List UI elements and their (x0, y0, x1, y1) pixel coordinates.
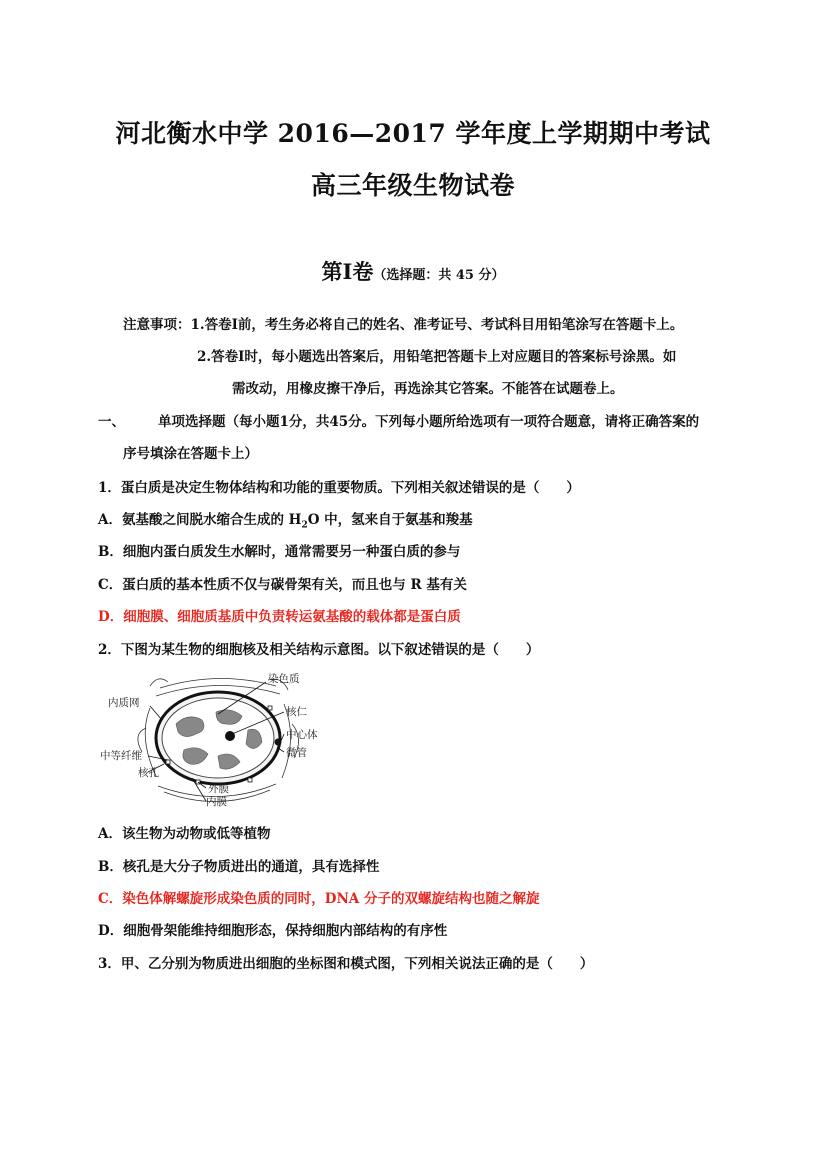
label-endoplasmic-reticulum: 内质网 (108, 697, 140, 709)
question-1-option-a: A．氨基酸之间脱水缩合生成的 $H_2O$ 中，氢来自于氨基和羧基 (98, 512, 473, 531)
question-1-option-b: B．细胞内蛋白质发生水解时，通常需要另一种蛋白质的参与 (98, 544, 461, 560)
exam-subtitle: 高三年级生物试卷 (310, 171, 515, 200)
label-centrosome: 中心体 (286, 729, 318, 741)
question-2-option-d: D．细胞骨架能维持细胞形态，保持细胞内部结构的有序性 (98, 923, 448, 939)
question-2-option-b: B．核孔是大分子物质进出的通道，具有选择性 (98, 859, 380, 875)
section-subtitle: （选择题：共 45 分） (373, 268, 505, 283)
part-number: 一、 (98, 414, 125, 430)
question-1-option-c: C．蛋白质的基本性质不仅与碳骨架有关，而且也与 R 基有关 (98, 577, 467, 593)
question-2-option-c: C．染色体解螺旋形成染色质的同时，DNA 分子的双螺旋结构也随之解旋 (98, 891, 540, 907)
label-microtubule: 微管 (286, 747, 307, 759)
part-instructions-line-2: 序号填涂在答题卡上） (123, 446, 258, 462)
part-instructions-line-1: 单项选择题（每小题1分，共45分。下列每小题所给选项有一项符合题意，请将正确答案的 (158, 414, 700, 430)
label-nuclear-pore: 核孔 (138, 767, 159, 779)
question-2-option-a: A．该生物为动物或低等植物 (98, 826, 271, 842)
notes-line-1: 注意事项：1.答卷Ⅰ前，考生务必将自己的姓名、准考证号、考试科目用铅笔涂写在答题卡上。 (123, 317, 684, 333)
section-heading (0, 256, 826, 286)
notes-line-3: 需改动，用橡皮擦干净后，再选涂其它答案。不能答在试题卷上。 (232, 381, 624, 397)
question-3-stem: 3．甲、乙分别为物质进出细胞的坐标图和模式图，下列相关说法正确的是（ ） (98, 956, 594, 972)
centrosome-shape (275, 739, 282, 746)
question-2-stem: 2．下图为某生物的细胞核及相关结构示意图。以下叙述错误的是（ ） (98, 642, 540, 658)
section-title: 第Ⅰ卷 (321, 259, 374, 284)
question-1-option-d: D．细胞膜、细胞质基质中负责转运氨基酸的载体都是蛋白质 (98, 609, 461, 625)
label-nucleolus: 核仁 (286, 706, 307, 718)
label-inner-membrane: 内膜 (206, 796, 227, 808)
notes-line-2: 2.答卷Ⅰ时，每小题选出答案后，用铅笔把答题卡上对应题目的答案标号涂黑。如 (197, 349, 677, 365)
label-chromatin: 染色质 (268, 673, 300, 685)
label-intermediate-filament: 中等纤维 (100, 750, 142, 762)
label-outer-membrane: 外膜 (208, 783, 229, 795)
nucleolus-shape (225, 731, 235, 741)
nucleus-diagram (98, 668, 338, 810)
exam-title: 河北衡水中学 2016—2017 学年度上学期期中考试 (115, 119, 711, 148)
question-1-stem: 1．蛋白质是决定生物体结构和功能的重要物质。下列相关叙述错误的是（ ） (98, 480, 580, 496)
